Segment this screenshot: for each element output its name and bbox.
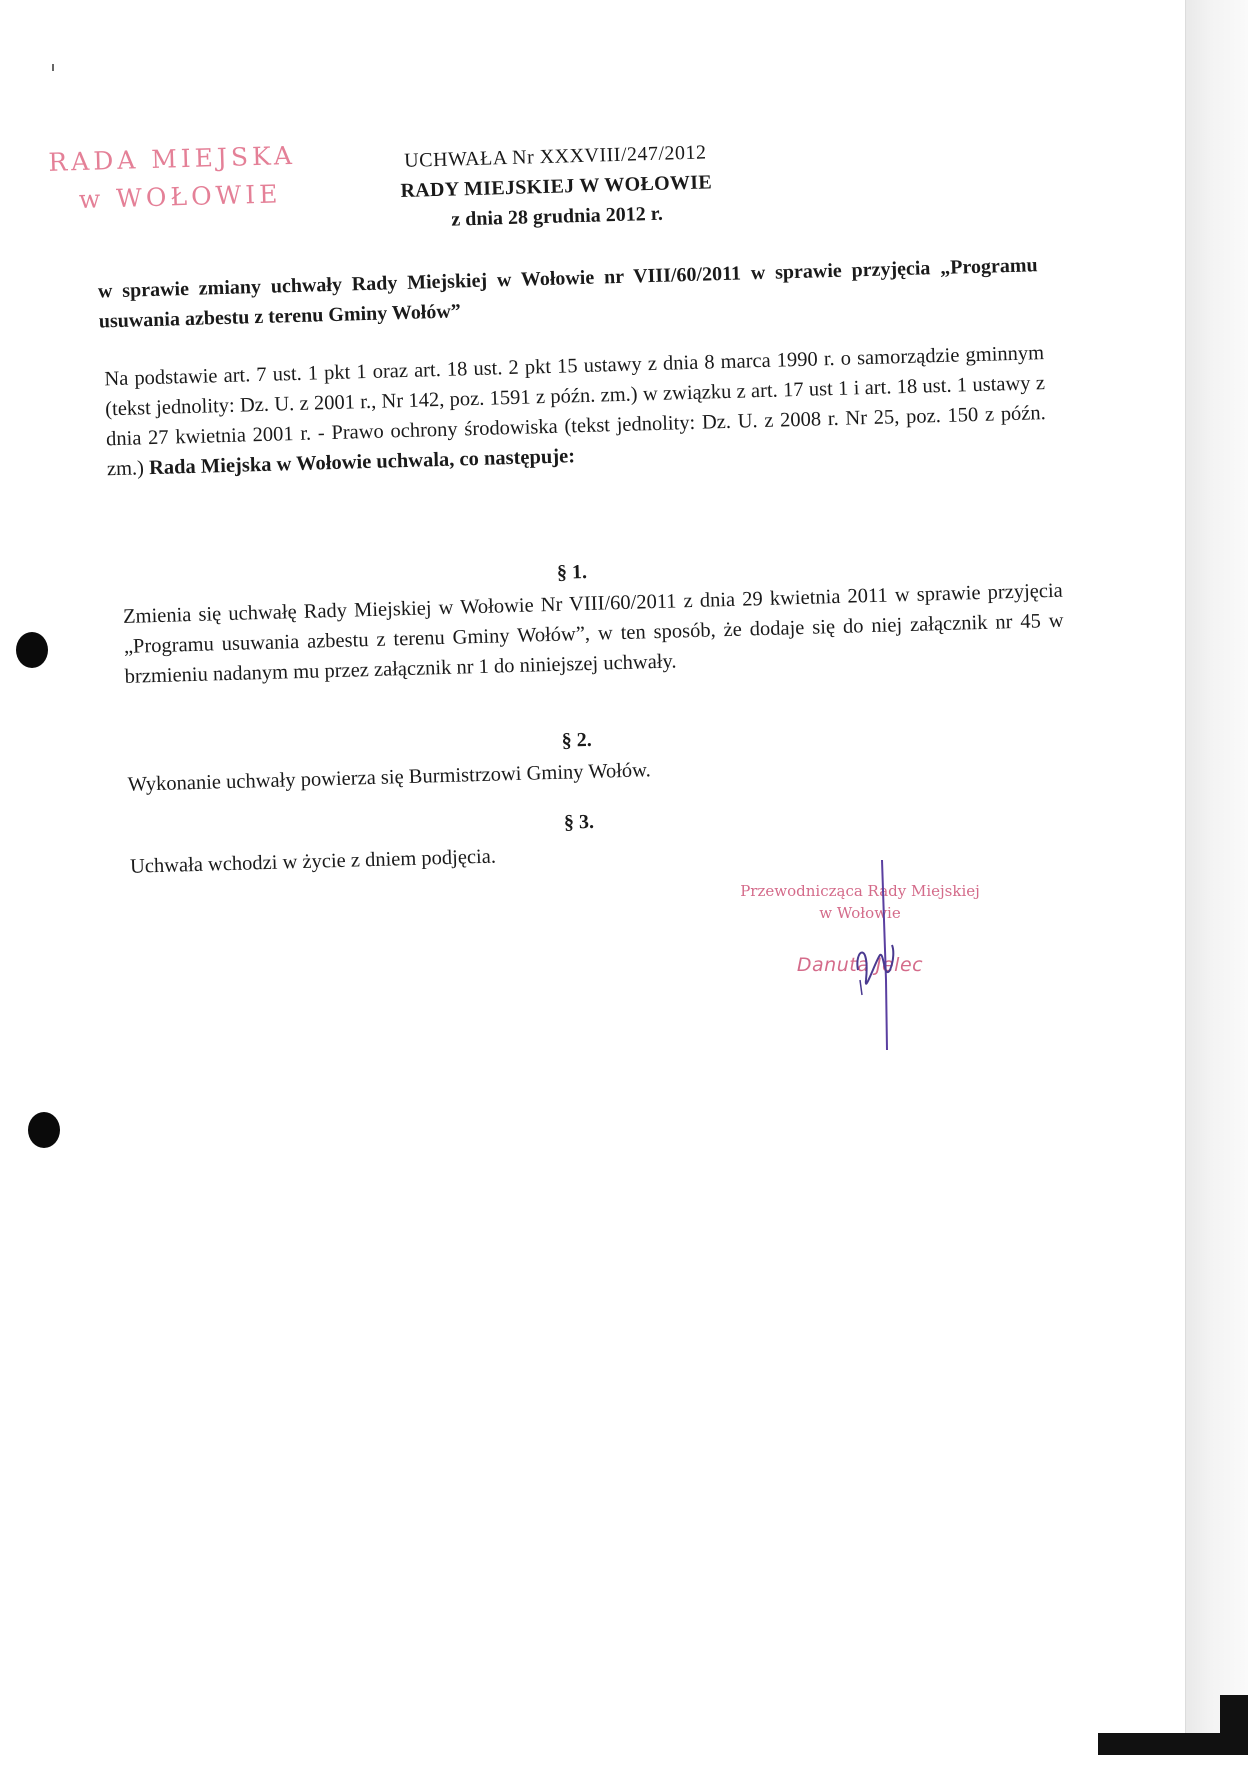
section-3-mark: § 3.	[563, 810, 595, 834]
preamble-text: Na podstawie art. 7 ust. 1 pkt 1 oraz art. 18 ust. 2 pkt 15 ustawy z dnia 8 marca 1990 r. o samorządzie gminnym (tekst jednolity: Dz. U. z 2001 r., Nr 142, poz. 1591 z późn. zm.) w związku z art. 17 ust 1 i art. 18 ust. 1 ustawy z dnia 27 kwietnia 2001 r. - Prawo ochrony środowiska (tekst jednolity: Dz. U. z 2008 r. Nr 25, poz. 150 z późn. zm.)	[104, 342, 1047, 481]
signature-title-line-2: w Wołowie	[819, 904, 901, 922]
stamp-line-1: RADA MIEJSKA	[47, 140, 297, 177]
stamp-line-2: w WOŁOWIE	[78, 179, 282, 214]
section-3-text: Uchwała wchodzi w życie z dniem podjęcia.	[129, 845, 497, 878]
resolution-title: UCHWAŁA Nr XXXVIII/247/2012	[403, 141, 707, 172]
resolution-preamble	[104, 338, 1047, 484]
resolution-subject: w sprawie zmiany uchwały Rady Miejskiej w Wołowie nr VIII/60/2011 w sprawie przyjęcia „Programu usuwania azbestu z terenu Gminy Wołów”	[97, 254, 1038, 333]
signature-title-line-1: Przewodnicząca Rady Miejskiej	[740, 882, 980, 900]
signature-name: Danuta Jelec	[796, 954, 924, 976]
section-1-mark: § 1.	[556, 560, 588, 584]
preamble-bold: Rada Miejska w Wołowie uchwala, co następuje:	[148, 445, 576, 480]
resolution-council: RADY MIEJSKIEJ W WOŁOWIE	[400, 171, 713, 203]
council-stamp	[48, 137, 298, 220]
section-2-text: Wykonanie uchwały powierza się Burmistrzowi Gminy Wołów.	[127, 759, 652, 796]
section-1-text: Zmienia się uchwałę Rady Miejskiej w Wołowie Nr VIII/60/2011 z dnia 29 kwietnia 2011 w sprawie przyjęcia „Programu usuwania azbestu z terenu Gminy Wołów”, w ten sposób, że dodaje się do niej załącznik nr 45 w brzmieniu nadanym mu przez załącznik nr 1 do niniejszej uchwały.	[122, 579, 1064, 688]
section-2-mark: § 2.	[561, 728, 592, 752]
resolution-header	[340, 136, 772, 238]
handwritten-signature	[840, 860, 900, 1050]
resolution-date: z dnia 28 grudnia 2012 r.	[451, 202, 664, 231]
